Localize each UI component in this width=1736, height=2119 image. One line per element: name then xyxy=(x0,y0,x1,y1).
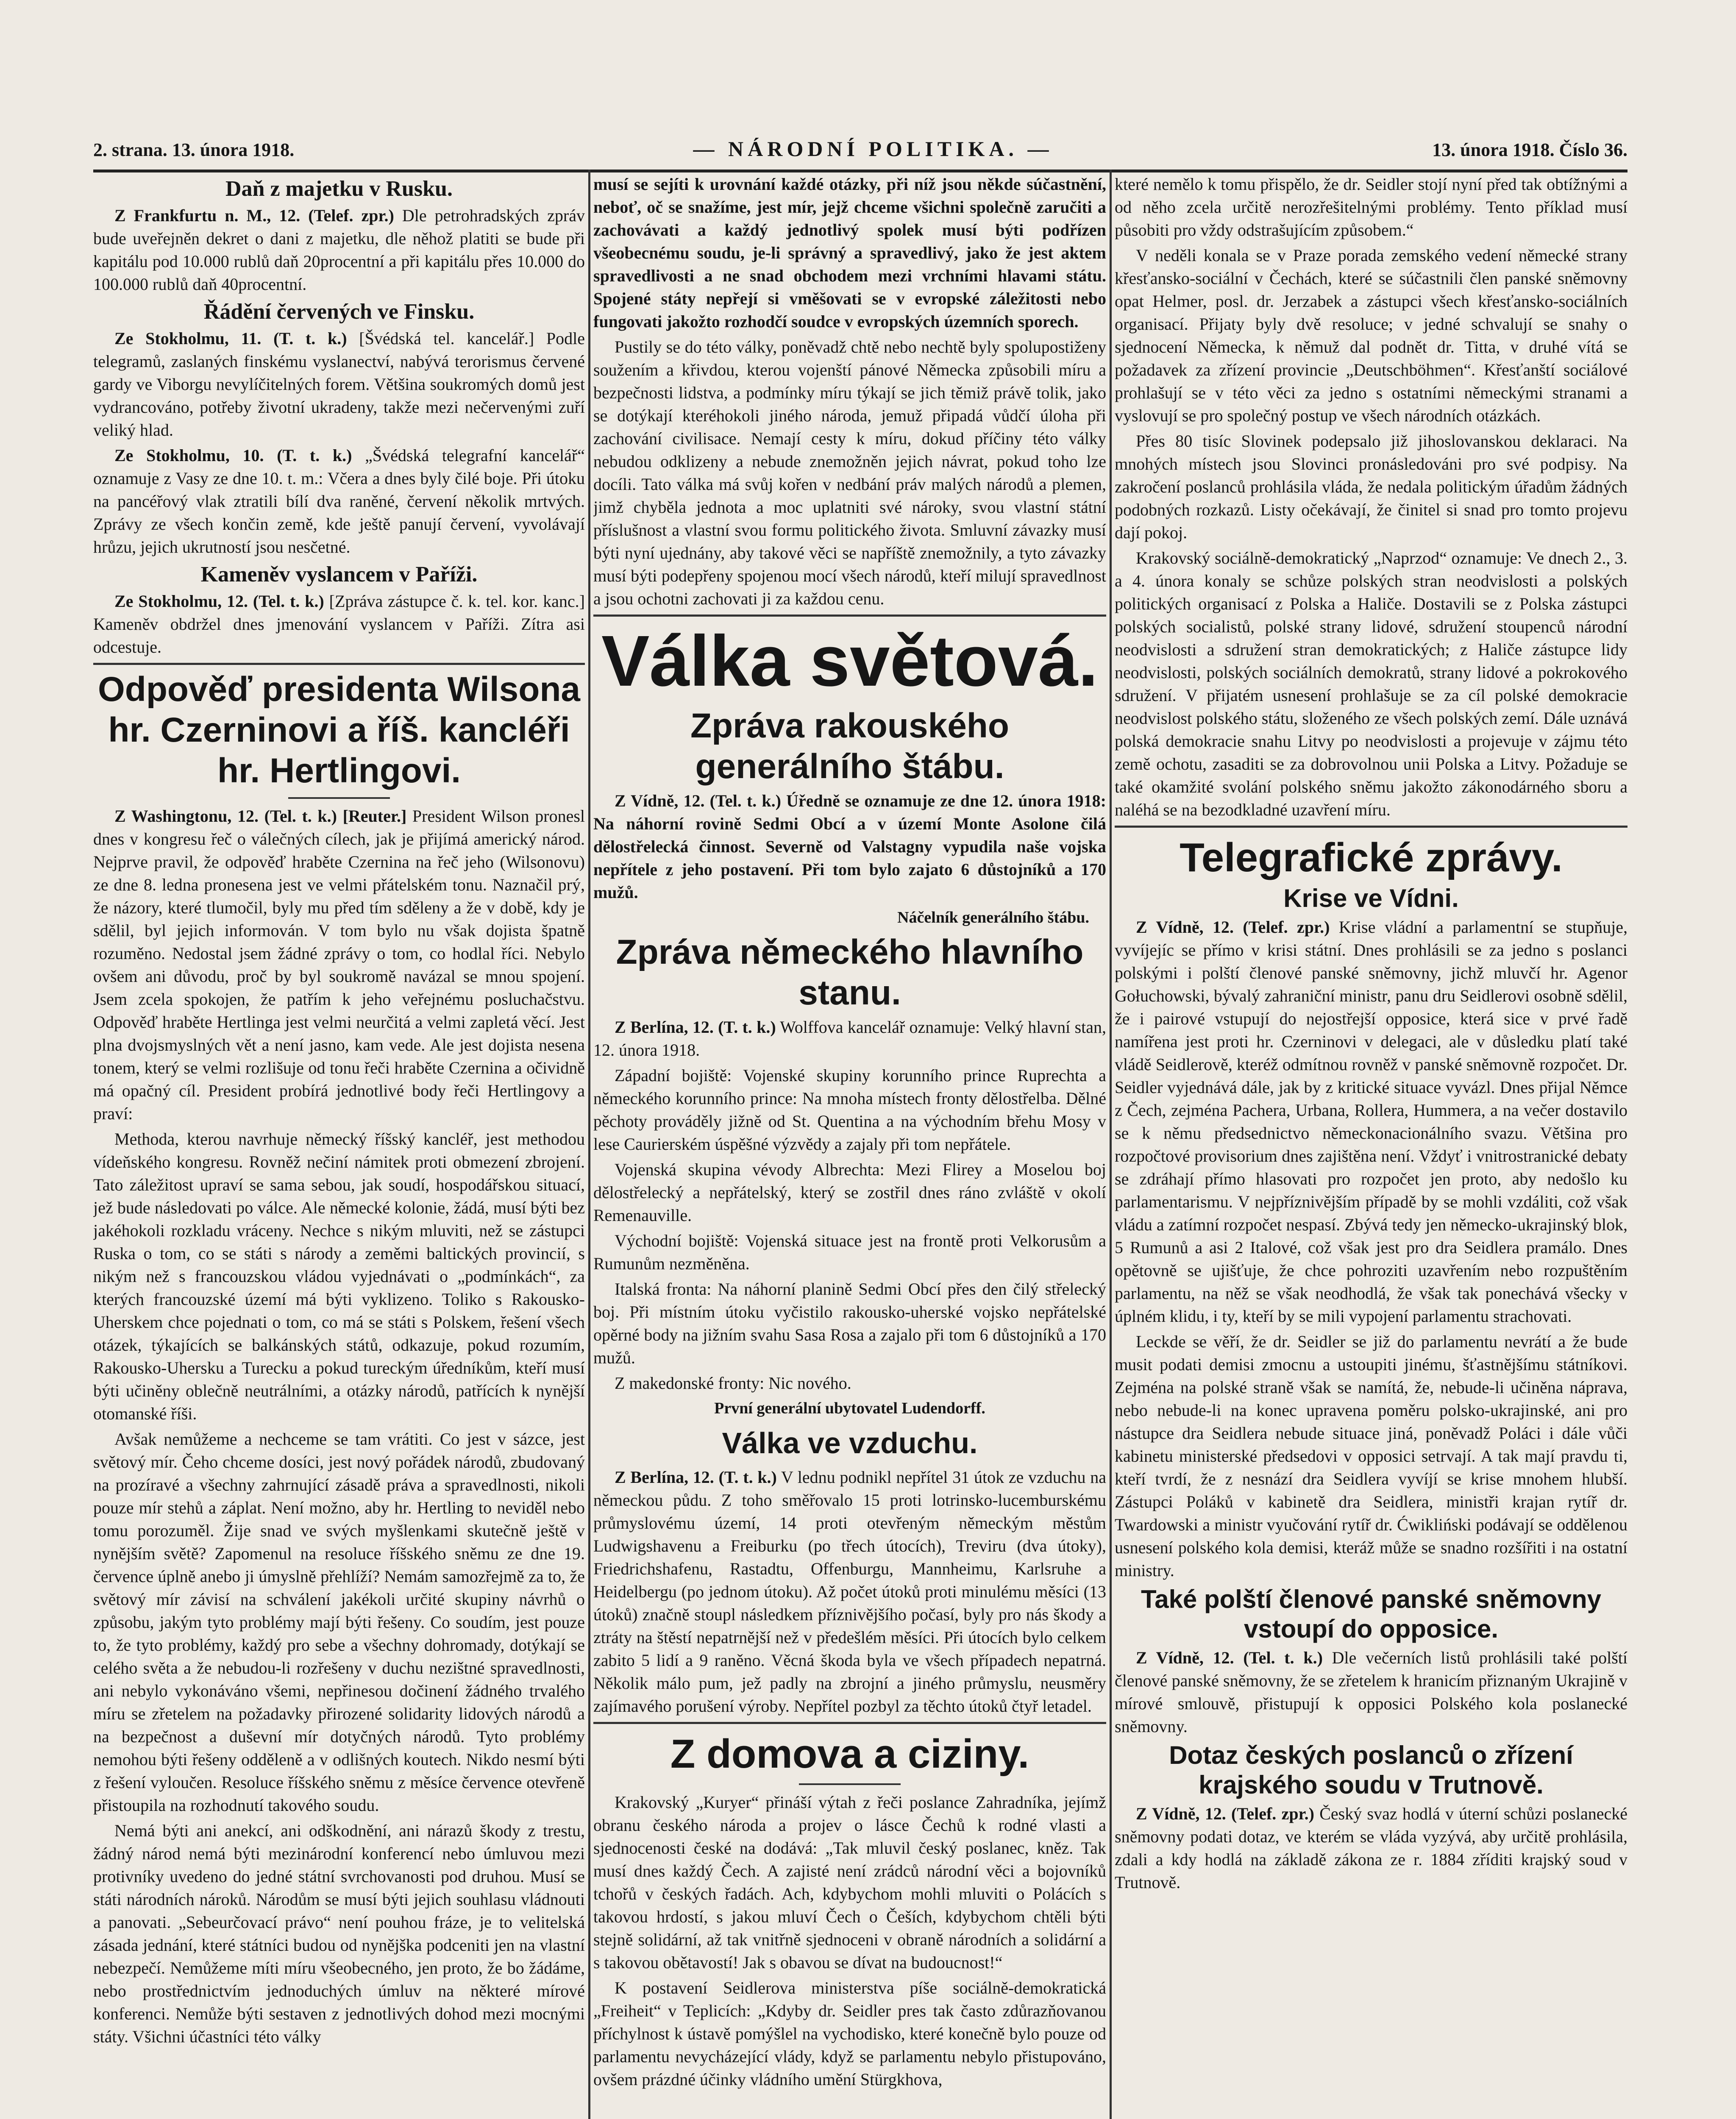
article-paragraph: Krakovský sociálně-demokratický „Naprzod“ oznamuje: Ve dnech 2., 3. a 4. února konaly se schůze polských stran neodvislosti a polských politických organisací z Polska a Haliče. Dostavili se z Polska zástupci polských socialistů, polské strany lidové, sdružení stoupenců národní neodvislosti a sdružení stran demokratických; z Haliče zástupce lidy neodvislosti, polských sociálních demokratů, strany lidové a pokrokového sdružení. V přijatém usnesení prohlašuje se za cíl polské demokracie neodvislost polského státu, složeného ze všech polských zemí. Dále uznává polská demokracie snahu Litvy po neodvislosti a projevuje v zájmu této země ochotu, zasaditi se za dobrovolnou unii Polska a Litvy. Požaduje se také okamžité svolání polského sněmu jakožto zákonodárného sboru a naléhá se na bezodkladné uzavření míru. xyxy=(1115,548,1628,819)
article-paragraph: V neděli konala se v Praze porada zemského vedení německé strany křesťansko-sociální v Čechách, které se súčastnili člen panské sněmovny opat Helmer, posl. dr. Jerzabek a zástupci všech křesťansko-sociálních organisací. Přijaty byly dvě resoluce; v jedné schvalují se snahy o sjednocení Německa, k němuž dal podnět dr. Titta, v druhé vítá se požadavek za zřízení provincie „Deutschböhmen“. Křesťanští sociálové prohlašují se v této věci za jedno s ostatními německými stranami a vyslovují se pro společný postup ve všech národních otázkách. xyxy=(1115,246,1628,425)
signature-line: Náčelník generálního štábu. xyxy=(897,909,1089,926)
article-headline: Zpráva rakouského generálního štábu. xyxy=(690,706,1009,786)
column-2 xyxy=(593,173,1106,2119)
dateline: Z Berlína, 12. (T. t. k.) xyxy=(615,1468,777,1487)
article-paragraph xyxy=(93,204,585,296)
article-paragraph: Východní bojiště: Vojenská situace jest na frontě proti Velkorusům a Rumunům nezměněna. xyxy=(593,1231,1106,1273)
article-title: Daň z majetku v Rusku. xyxy=(225,177,453,201)
article-paragraph: Přes 80 tisíc Slovinek podepsalo již jihoslovanskou deklaraci. Na mnohých místech jsou Slovinci pronásledováni pro své podpisy. Na zakročení poslanců prohlásila vláda, že nedala politickým úřadům žádných podobných rozkazů. Listy očekávají, že činitel si snad pro tomto projevu dají pokoj. xyxy=(1115,431,1628,542)
article-headline: Dotaz českých poslanců o zřízení krajského soudu v Trutnově. xyxy=(1169,1741,1573,1799)
article-text: Úředně se oznamuje ze dne 12. února 1918: Na náhorní rovině Sedmi Obcí a v území Monte Asolone čilá dělostřelecká činnost. Severně od Valstagny vypudila naše vojska nepřítele z jeho postavení. Při tom bylo zajato 6 důstojníků a 170 mužů. xyxy=(593,791,1106,902)
dateline: Z Vídně, 12. (Telef. zpr.) xyxy=(1136,918,1330,937)
section-divider xyxy=(93,663,585,665)
article-paragraph: Avšak nemůžeme a nechceme se tam vrátiti. Co jest v sázce, jest světový mír. Čeho chceme dosíci, jest nový pořádek národů, zbudovaný na prozíravé a všechny zahrnující zásadě práva a spravedlnosti, nikoli pouze mír stehů a záplat. Není možno, aby hr. Hertling to neviděl nebo tomu porozuměl. Žije snad ve svých myšlenkami skutečně ještě v nynějším světě? Zapomenul na resoluce říšského sněmu ze dne 19. července úplně anebo ji úmyslně přehlíží? Nemám samozřejmě za to, že světový mír závisí na schválení jakékoli určité skupiny návrhů o způsobu, jakým tyto problémy mají býti řešeny. Co soudím, jest pouze to, že tyto problémy, každý pro sebe a všechny dohromady, dotýkají se celého světa a že nebudou-li rozřešeny v duchu nezištné spravedlnosti, ani nebylo vykonáváno všemi, nepřinesou dočinení žádného trvalého míru se zřetelem na požadavky přirozené solidarity lidových národů a na bezpečnost a duševní mír dotyčných národů. Tyto problémy nemohou býti řešeny odděleně a v odlišných koutech. Nikdo nesmí býti z řešení vyloučen. Resoluce říšského sněmu z měsíce července otevřeně přistoupila na rozhodnutí takového soudu. xyxy=(93,1429,585,1815)
article-paragraph xyxy=(1115,1802,1628,1894)
article-paragraph: Krakovský „Kuryer“ přináší výtah z řeči poslance Zahradníka, jejímž obranu českého národa a projev o lásce Čechů k rodné vlasti a sjednocenosti české na dodává: „Tak mluvil český poslanec, kněz. Tak musí dnes každý Čech. A zajisté není zrádců národní věci a bojovníků tchořů v českých řadách. Ach, kdybychom mohli mluviti o Polácích s takovou hrdostí, s jakou mluví Čech o Češích, kdybychom chtěli býti stejně solidární, až tak vnitřně sjednoceni v obraně národních a solidární a s takovou obětavostí! Jak s obavou se dívat na budoucnost!“ xyxy=(593,1793,1106,1972)
article-text: [Zpráva zástupce č. k. tel. kor. kanc.] Kameněv obdržel dnes jmenování vyslancem v Paříži. Zítra asi odcestuje. xyxy=(93,592,585,656)
article-paragraph xyxy=(93,444,585,559)
article-paragraph: Vojenská skupina vévody Albrechta: Mezi Flirey a Moselou boj dělostřelecký a nepřátelský, který se zostřil dnes ráno zvláště v okolí Remenauville. xyxy=(593,1160,1106,1225)
column-divider xyxy=(588,170,590,2119)
dateline: Z Frankfurtu n. M., 12. (Telef. zpr.) xyxy=(114,206,394,225)
article-text: [Švédská tel. kancelář.] Podle telegramů, zaslaných finskému vyslanectví, nabývá terorismus červené gardy ve Viborgu nevylíčitelných forem. Většina soukromých domů jest vydrancováno, potřeby životní ukradeny, takže mezi nečervenými zuří veliký hlad. xyxy=(93,329,585,439)
header-page-date: 2. strana. 13. února 1918. xyxy=(93,139,295,160)
dateline: Ze Stokholmu, 12. (Tel. t. k.) xyxy=(114,592,324,611)
page-header xyxy=(93,135,1628,172)
section-divider xyxy=(593,1722,1106,1724)
article-text: V lednu podnikl nepřítel 31 útok ze vzduchu na německou půdu. Z toho směřovalo 15 proti lotrinsko-lucemburskému průmyslovému území, 14 proti otevřeným německým městům Ludwigshavenu a Freiburku (po třech útocích), Treviru (dva útoky), Friedrichshafenu, Rastadtu, Offenburgu, Mannheimu, Karlsruhe a Heidelbergu (po jednom útoku). Až počet útoků proti minulému měsíci (13 útoků) značně stoupl následkem příznivějšího počasí, byly pro nás škody a ztráty na štěstí nepatrnější než v předešlém měsíci. Při útocích bylo celkem zabito 5 lidí a 9 raněno. Věcná škoda byla ve všech případech nepatrná. Několik málo pum, jež padly na zbrojní a jiného průmyslu, neusměry zajímavého porušení výroby. Nepřítel pozbyl za těchto útoků čtyř letadel. xyxy=(593,1468,1106,1716)
article-text: Wolffova kancelář oznamuje: Velký hlavní stan, 12. února 1918. xyxy=(593,1018,1106,1060)
article-paragraph: Západní bojiště: Vojenské skupiny korunního prince Ruprechta a německého korunního prince: Na mnoha místech fronty dělostřelba. Dělné pěchoty prováděly jižně od St. Quentina a na východním břehu Mosy v lese Caurierském úspěšné výzvědy a zajaly při tom nepřátele. xyxy=(593,1066,1106,1154)
article-paragraph: K postavení Seidlerova ministerstva píše sociálně-demokratická „Freiheit“ v Teplicích: „Kdyby dr. Seidler pres tak často zdůrazňovanou příchylnost k ústavě pomýšlel na vychodisko, které konečně bylo pouze od parlamentu nevycházející vlády, když se parlamentu nebylo přistupováno, ovšem prázdné účinky vládního umění Stürgkhova, xyxy=(593,1978,1106,2089)
article-title: Řádění červených ve Finsku. xyxy=(203,300,475,324)
dateline: Z Vídně, 12. (Tel. t. k.) xyxy=(1136,1648,1323,1667)
article-headline: Válka ve vzduchu. xyxy=(722,1427,978,1460)
section-divider xyxy=(1115,826,1628,828)
article-text: Český svaz hodlá v úterní schůzi poslanecké sněmovny podati dotaz, ve kterém se vláda vyzývá, aby určitě prohlásila, zdali a kdy hodlá na základě zákona ze r. 1884 zříditi krajský soud v Trutnově. xyxy=(1115,1804,1628,1892)
article-text: Dle petrohradských zpráv bude uveřejněn dekret o dani z majetku, dle něhož platiti se bude při kapitálu pod 10.000 rublů daň 20procentní a při kapitálu přes 10.000 do 100.000 rublů daň 40procentní. xyxy=(93,206,585,294)
article-paragraph: Italská fronta: Na náhorní planině Sedmi Obcí přes den čilý střelecký boj. Při místním útoku vyčistilo rakousko-uherské vojsko nepřátelské opěrné body na jižním svahu Sasa Rosa a zajalo při tom 6 důstojníků a 170 mužů. xyxy=(593,1279,1106,1367)
dateline: Ze Stokholmu, 10. (T. t. k.) xyxy=(114,446,352,465)
article-paragraph: Z makedonské fronty: Nic nového. xyxy=(615,1374,851,1393)
article-paragraph xyxy=(93,590,585,659)
article-headline: Zpráva německého hlavního stanu. xyxy=(616,933,1084,1012)
article-headline: Odpověď presidenta Wilsona hr. Czerninovi a říš. kancléři hr. Hertlingovi. xyxy=(97,670,581,790)
article-paragraph xyxy=(93,805,585,1125)
dateline: Ze Stokholmu, 11. (T. t. k.) xyxy=(114,329,347,348)
article-headline: Krise ve Vídni. xyxy=(1283,884,1459,912)
section-divider xyxy=(593,615,1106,617)
article-title: Kameněv vyslancem v Paříži. xyxy=(200,562,478,587)
article-paragraph: musí se sejíti k urovnání každé otázky, při níž jsou někde súčastnění, neboť, oč se snažíme, jest mír, jejž chceme všichni společně zaručiti a zachovávati a každý jednotlivý spolek musí býti podřízen všeobecnému soudu, je-li správný a spravedlivý, jako že jest aktem spravedlivosti a ne snad obchodem mezi vrchními hlavami státu. Spojené státy nepřejí si vměšovati se v evropské záležitosti nebo fungovati jakožto rozhodčí soudce v evropských územních sporech. xyxy=(593,175,1106,331)
headline-divider xyxy=(288,797,390,799)
dateline: Z Washingtonu, 12. (Tel. t. k.) [Reuter.] xyxy=(114,806,407,826)
article-paragraph xyxy=(593,1466,1106,1718)
article-paragraph xyxy=(593,1016,1106,1062)
signature-line: První generální ubytovatel Ludendorff. xyxy=(714,1399,985,1417)
column-1 xyxy=(93,173,585,2119)
article-text: President Wilson pronesl dnes v kongresu řeč o válečných cílech, jak je přijímá americký národ. Nejprve pravil, že odpověď hraběte Czernina na řeč jeho (Wilsonovu) ze dne 8. ledna pronesena jest ve velmi přátelském tonu. Naznačil prý, že názory, které tlumočil, byly mu před tím sděleny a že v době, kdy je sdělil, byl jejich informován. V tom bylo nu však dojista špatně rozuměno. Nedostal jsem žádné zprávy o tom, co hodlal říci. Nebylo ovšem ani důvodu, proč by byl soukromě navázal se mnou spojení. Jsem zcela spokojen, že patřím k jeho veřejnému posluchačstvu. Odpověď hraběte Hertlinga jest velmi neurčitá a velmi zapletá věcí. Jest plna dvojsmyslných vět a není jasno, kam vede. Ale jest dojista nesena tonem, který se velmi rozlišuje od tonu řeči hraběte Czernina a očividně má opačný cíl. President probírá jednotlivé body řeči Hertlingovy a praví: xyxy=(93,806,585,1123)
article-paragraph: Methoda, kterou navrhuje německý říšský kancléř, jest methodou vídeňského kongresu. Rovněž nečiní námitek proti obmezení zbrojení. Tato záležitost upraví se sama sebou, jak soudí, hospodářskou situací, jež bude následovati po válce. Ale německé kolonie, žádá, musí býti bez jakéhokoli rozkladu vráceny. Nechce s nikým mluviti, než se zástupci Ruska o tom, co se státi s národy a zeměmi baltických provincií, s nikým než s francouzskou vládou vyjednávati o „podmínkách“, za kterých francouzské území má býti vyklizeno. Toliko s Rakousko-Uherskem chce pojednati o tom, co má se státi s Polskem, řešení všech otázek, týkajících se balkánských států, odkazuje, pokud rozumím, Rakousko-Uhersku a Turecku a pokud tureckým úředníkům, kteří musí býti učiněny oblečně neutrálními, a otázky národů, patřících k nynější otomanské říši. xyxy=(93,1129,585,1423)
article-paragraph: Nemá býti ani anekcí, ani odškodnění, ani nárazů škody z trestu, žádný národ nemá býti mezinárodní konferencí nebo úmluvou mezi protivníky uvedeno do jedné státní svrchovanosti pod druhou. Musí se státi národních nároků. Národům se musí býti jejich souhlasu vládnouti a panovati. „Sebeurčovací právo“ není pouhou fráze, je to velitelská zásada jednání, které státníci budou od nynějška podceniti jen na vlastní nebezpečí. Nemůžeme míti míru všeobecného, jen proto, že bo žádáme, nebo prostřednictvím jednoduchých úmluv na některé mírové konferenci. Nemůže býti sestaven z jednotlivých dohod mezi mocnými státy. Všichni účastníci této války xyxy=(93,1821,585,2046)
article-paragraph: Pustily se do této války, poněvadž chtě nebo nechtě byly spolupostiženy soužením a křivdou, kterou vojenští pánové Německa způsobili míru a bezpečnosti lidstva, a podmínky míru týkají se jich těmiž právě tolik, jako se dotýkají kteréhokoli jiného národa, jemuž připadá vůdčí úloha při zachování civilisace. Nemají cesty k míru, dokud příčiny této války nebudou odklizeny a nebude znemožněn jejich návrat, pokud toho lze docíli. Tato válka má svůj kořen v nedbání práv malých národů a plemen, jimž chyběla jednota a moc uplatniti své nároky, svou vlastní státní příslušnost a vlastní svou formu politického života. Smluvní závazky musí býti nyní ujednány, aby takové věci se napříště znemožnily, a tyto závazky musí býti podepřeny spojenou mocí všech národů, kteří milují spravedlnost a jsou ochotni zachovati ji za každou cenu. xyxy=(593,337,1106,608)
column-3 xyxy=(1115,173,1628,2119)
article-paragraph xyxy=(93,327,585,442)
article-text: Dle večerních listů prohlásili také polští členové panské sněmovny, že se zřetelem k hranicím přiznaným Ukrajině v mírové smlouvě, přistupují k opposici Polského kola poslanecké sněmovny. xyxy=(1115,1648,1628,1736)
header-masthead: — NÁRODNÍ POLITIKA. — xyxy=(693,137,1053,161)
header-issue-number: 13. února 1918. Číslo 36. xyxy=(1432,139,1628,160)
article-headline: Také polští členové panské sněmovny vstoupí do opposice. xyxy=(1141,1585,1601,1643)
article-text: „Švédská telegrafní kancelář“ oznamuje z Vasy ze dne 10. t. m.: Včera a dnes byly čilé boje. Při útoku na pancéřový vlak ztratili bílí dva raněné, červení několik mrtvých. Zprávy ze všech končin země, kde ještě panují červení, vyvolávají hrůzu, jejich ukrutností jsou nesčetné. xyxy=(93,446,585,556)
headline-divider xyxy=(799,1783,901,1785)
article-paragraph xyxy=(1115,916,1628,1328)
section-headline: Telegrafické zprávy. xyxy=(1180,835,1563,880)
article-paragraph xyxy=(593,790,1106,904)
article-paragraph xyxy=(1115,1646,1628,1738)
dateline: Z Vídně, 12. (Tel. t. k.) xyxy=(615,791,781,810)
dateline: Z Vídně, 12. (Telef. zpr.) xyxy=(1136,1804,1314,1823)
section-headline: Z domova a ciziny. xyxy=(670,1731,1029,1777)
article-text: Krise vládní a parlamentní se stupňuje, vyvíjejíc se přímo v krisi státní. Dnes prohlásili se za jedno s poslanci polskými i polští členové panské sněmovny, jichž mluvčí hr. Agenor Gołuchowski, bývalý zahraniční ministr, panu dru Seidlerovi osobně sdělil, že i pairové vstupují do nejostřejší opposice, která sice v prvé řadě namířena jest proti hr. Czerninovi v delegaci, ale v důsledku platí také vládě Seidlerově, kteréž odmítnou rovněž v panské sněmovně rozpočet. Dr. Seidler vyjednává dále, jak by z kritické situace vyvázl. Dnes přijal Němce z Čech, zejména Pachera, Urbana, Rollera, Hummera, a na večer dostavilo se k němu předsednictvo německonacionálního svazu. Většina pro rozpočtové provisorium dnes zajištěna není. Vždyť i vnitrostranické debaty se zdráhají přímo hlasovati pro rozpočet jen proto, aby nedošlo ku parlamentarismu. V nejpříznivějším případě by se mohli vzdáliti, což však vládu a zatímní rozpočet nespasí. Zbývá tedy jen německo-ukrajinský blok, 5 Rumunů a asi 2 Italové, což však jest pro dra Seidlera pramálo. Dnes opětovně se ujišťuje, že chce pohroziti uzavřením nebo rozpuštěním parlamentu, na něž se však neodhodlá, že však tak ponechává všecky v úplném klidu, i ty, kteří by se mili vypojení parlamentu strachovati. xyxy=(1115,918,1628,1326)
article-paragraph: Leckde se věří, že dr. Seidler se již do parlamentu nevrátí a že bude musit podati demisi zmocnu a ustoupiti jinému, šťastnějšímu státníkovi. Zejména na polské straně však se namítá, že, nebude-li učiněna náprava, nebo nebude-li na konec upravena poměru polsko-ukrajinské, ani pro nástupce dra Seidlera nebude situace jiná, poněvadž Poláci i dále vůči kabinetu ministerské předsedovi v opposici setrvají. A tak mají pravdu ti, kteří tvrdí, že z nesnází dra Seidlera vyvíjí se krise mnohem hlubší. Zástupci Poláků v kabinetě dra Seidlera, ministři krajan rytíř dr. Twardowski a ministr vyučování rytíř dr. Ćwikliński podávají se oddělenou usnesení polského kola demisi, kteráž může se snadno rozšířiti i na ostatní ministry. xyxy=(1115,1332,1628,1580)
dateline: Z Berlína, 12. (T. t. k.) xyxy=(615,1018,776,1037)
article-paragraph: které nemělo k tomu přispělo, že dr. Seidler stojí nyní před tak obtížnými a od něho zcela určitě nerozřešitelnými problémy. Tento příklad musí působiti pro vždy odstrašujícím způsobem.“ xyxy=(1115,175,1628,239)
section-headline: Válka světová. xyxy=(601,621,1098,701)
column-divider xyxy=(1110,170,1112,2119)
